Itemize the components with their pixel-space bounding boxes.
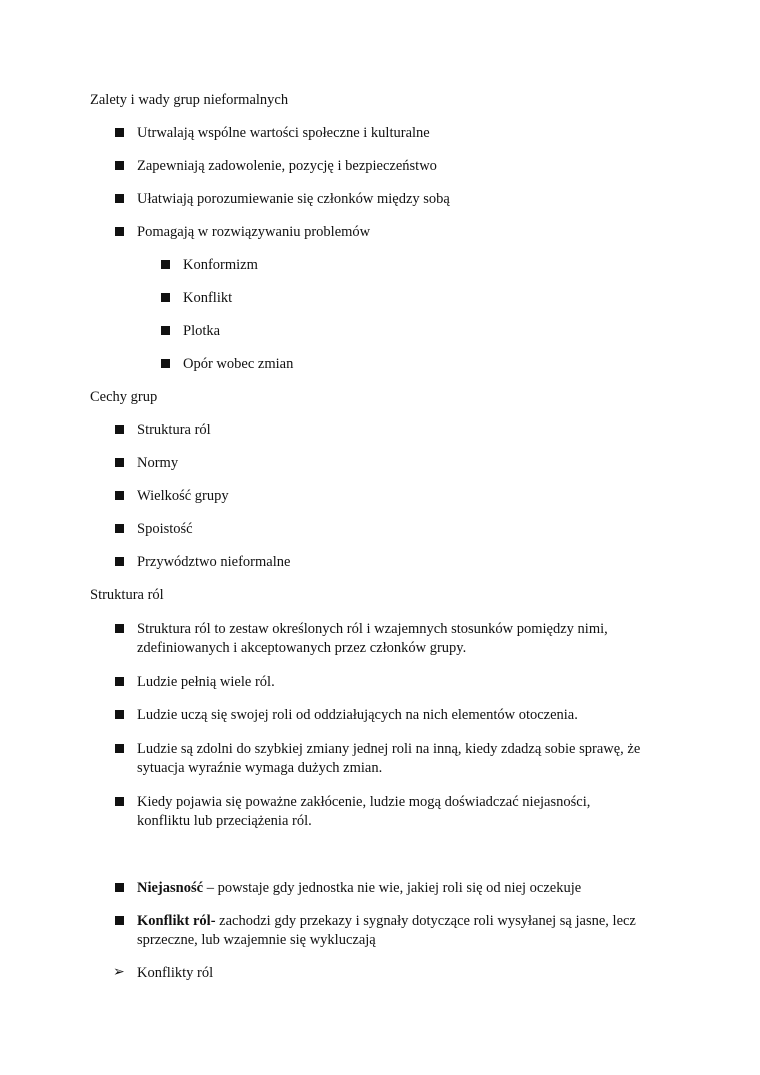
bullet-icon [161, 359, 170, 368]
bullet-icon [115, 458, 124, 467]
bullet-icon [161, 260, 170, 269]
arrow-bullet-icon: ➢ [113, 965, 125, 980]
bullet-icon [115, 491, 124, 500]
heading-informal-groups: Zalety i wady grup nieformalnych [90, 92, 289, 108]
term-role-conflict: Konflikt ról- [137, 913, 216, 929]
bullet-icon [115, 883, 124, 892]
bullet-icon [115, 677, 124, 686]
bullet-icon [115, 710, 124, 719]
list-item: Konflikty ról [137, 965, 214, 981]
bullet-icon [161, 326, 170, 335]
list-item: Struktura ról [137, 422, 211, 438]
list-item: Ludzie są zdolni do szybkiej zmiany jednej roli na inną, kiedy zdadzą sobie sprawę, że [137, 741, 641, 757]
list-item: Ułatwiają porozumiewanie się członków między sobą [137, 191, 450, 207]
list-item: Kiedy pojawia się poważne zakłócenie, ludzie mogą doświadczać niejasności, [137, 794, 591, 810]
list-item: Pomagają w rozwiązywaniu problemów [137, 224, 371, 240]
sublist-item: Opór wobec zmian [183, 356, 294, 372]
list-item-continued: konfliktu lub przeciążenia ról. [137, 813, 312, 829]
list-item: Struktura ról to zestaw określonych ról i wzajemnych stosunków pomiędzy nimi, [137, 621, 608, 637]
bullet-icon [115, 916, 124, 925]
sublist-item: Plotka [183, 323, 221, 339]
list-item: Normy [137, 455, 179, 471]
bullet-icon [115, 194, 124, 203]
definition-text-continued: sprzeczne, lub wzajemnie się wykluczają [137, 932, 376, 948]
definition-text: zachodzi gdy przekazy i sygnały dotyczące roli wysyłanej są jasne, lecz [215, 913, 636, 929]
bullet-icon [115, 557, 124, 566]
bullet-icon [115, 797, 124, 806]
bullet-icon [115, 425, 124, 434]
bullet-icon [115, 161, 124, 170]
list-item: Wielkość grupy [137, 488, 229, 504]
bullet-icon [115, 128, 124, 137]
definition-role-conflict [137, 911, 636, 931]
list-item-continued: sytuacja wyraźnie wymaga dużych zmian. [137, 760, 383, 776]
heading-group-features: Cechy grup [90, 389, 158, 405]
definition-text: – powstaje gdy jednostka nie wie, jakiej roli się od niej oczekuje [203, 880, 582, 896]
bullet-icon [115, 744, 124, 753]
list-item-continued: zdefiniowanych i akceptowanych przez członków grupy. [137, 640, 467, 656]
sublist-item: Konformizm [183, 257, 258, 273]
heading-role-structure: Struktura ról [90, 587, 164, 603]
bullet-icon [161, 293, 170, 302]
list-item: Zapewniają zadowolenie, pozycję i bezpieczeństwo [137, 158, 437, 174]
list-item: Ludzie pełnią wiele ról. [137, 674, 275, 690]
list-item: Utrwalają wspólne wartości społeczne i kulturalne [137, 125, 430, 141]
bullet-icon [115, 624, 124, 633]
bullet-icon [115, 524, 124, 533]
list-item: Spoistość [137, 521, 193, 537]
definition-ambiguity [137, 878, 581, 898]
term-ambiguity: Niejasność [137, 880, 204, 896]
list-item: Przywództwo nieformalne [137, 554, 291, 570]
bullet-icon [115, 227, 124, 236]
sublist-item: Konflikt [183, 290, 233, 306]
list-item: Ludzie uczą się swojej roli od oddziałujących na nich elementów otoczenia. [137, 707, 578, 723]
